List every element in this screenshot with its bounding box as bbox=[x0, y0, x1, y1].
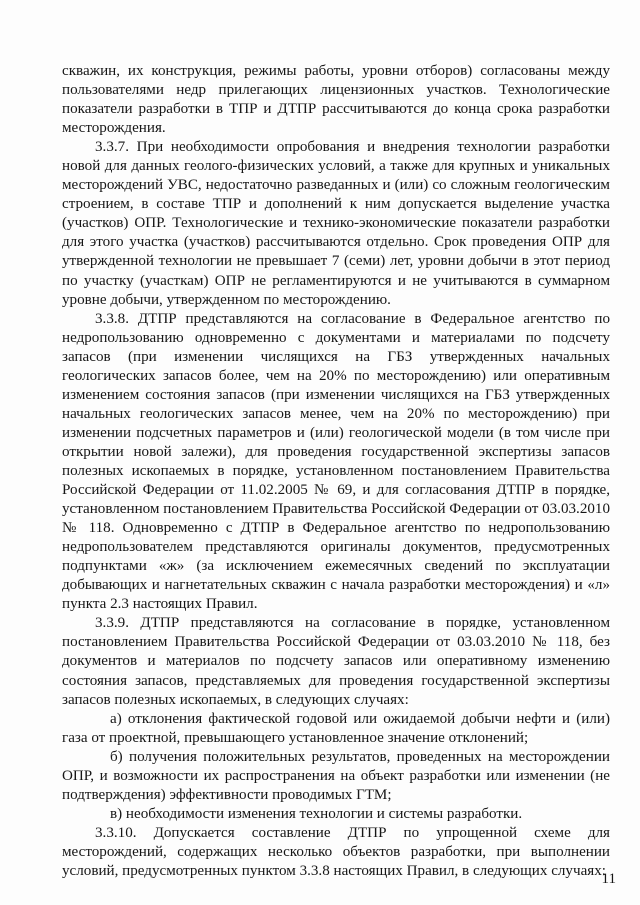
list-item-b: б) получения положительных результатов, проведенных на месторождении ОПР, и возможности их распространения на объект разработки или изменении (не подтверждения) эффективности проводимых ГТМ; bbox=[62, 748, 610, 803]
paragraph-3-3-7: 3.3.7. При необходимости опробования и внедрения технологии разработки новой для данных геолого-физических условий, а также для крупных и уникальных месторождений УВС, недостаточно разведанных и (или) со сложным геологическим строением, в составе ТПР и дополнений к ним допускается выделение участка (участков) ОПР. Технологические и технико-экономические показатели разработки для этого участка (участков) рассчитываются отдельно. Срок проведения ОПР для утвержденной технологии не превышает 7 (семи) лет, уровни добычи в этот период по участку (участкам) ОПР не регламентируются и не учитываются в суммарном уровне добычи, утвержденном по месторождению. bbox=[62, 139, 610, 308]
list-item-c: в) необходимости изменения технологии и системы разработки. bbox=[110, 805, 523, 822]
paragraph-3-3-8: 3.3.8. ДТПР представляются на согласование в Федеральное агентство по недропользованию одновременно с документами и материалами по подсчету запасов (при изменении числящихся на ГБЗ утвержденных начальных геологических запасов более, чем на 20% по месторождению) или оперативным изменением состояния запасов (при изменении числящихся на ГБЗ утвержденных начальных геологических запасов менее, чем на 20% по месторождению) при изменении подсчетных параметров и (или) геологической модели (в том числе при открытии новой залежи), для проведения государственной экспертизы запасов полезных ископаемых в порядке, установленном постановлением Правительства Российской Федерации от 11.02.2005 № 69, и для согласования ДТПР в порядке, установленном постановлением Правительства Российской Федерации от 03.03.2010 № 118. Одновременно с ДТПР в Федеральное агентство по недропользованию недропользователем представляются оригиналы документов, предусмотренных подпунктами «ж» (за исключением ежемесячных сведений по эксплуатации добывающих и нагнетательных скважин с начала разработки месторождения) и «л» пункта 2.3 настоящих Правил. bbox=[62, 310, 611, 613]
page-number: 11 bbox=[601, 871, 616, 887]
paragraph-continuation: скважин, их конструкция, режимы работы, уровни отборов) согласованы между пользователями недр прилегающих лицензионных участков. Технологические показатели разработки в ТПР и ДТПР рассчитываются до конца срока разработки месторождения. bbox=[62, 63, 610, 137]
paragraph-3-3-9: 3.3.9. ДТПР представляются на согласование в порядке, установленном постановлением Правительства Российской Федерации от 03.03.2010 № 118, без документов и материалов по подсчету запасов или оперативному изменению состояния запасов, представляемых для проведения государственной экспертизы запасов полезных ископаемых, в следующих случаях: bbox=[62, 615, 610, 708]
list-item-a: а) отклонения фактической годовой или ожидаемой добычи нефти и (или) газа от проектной, превышающего установленное значение отклонений; bbox=[62, 710, 610, 746]
body-text bbox=[62, 62, 610, 881]
paragraph-3-3-10: 3.3.10. Допускается составление ДТПР по упрощенной схеме для месторождений, содержащих несколько объектов разработки, при выполнении условий, предусмотренных пунктом 3.3.8 настоящих Правил, в следующих случаях: bbox=[62, 824, 610, 879]
